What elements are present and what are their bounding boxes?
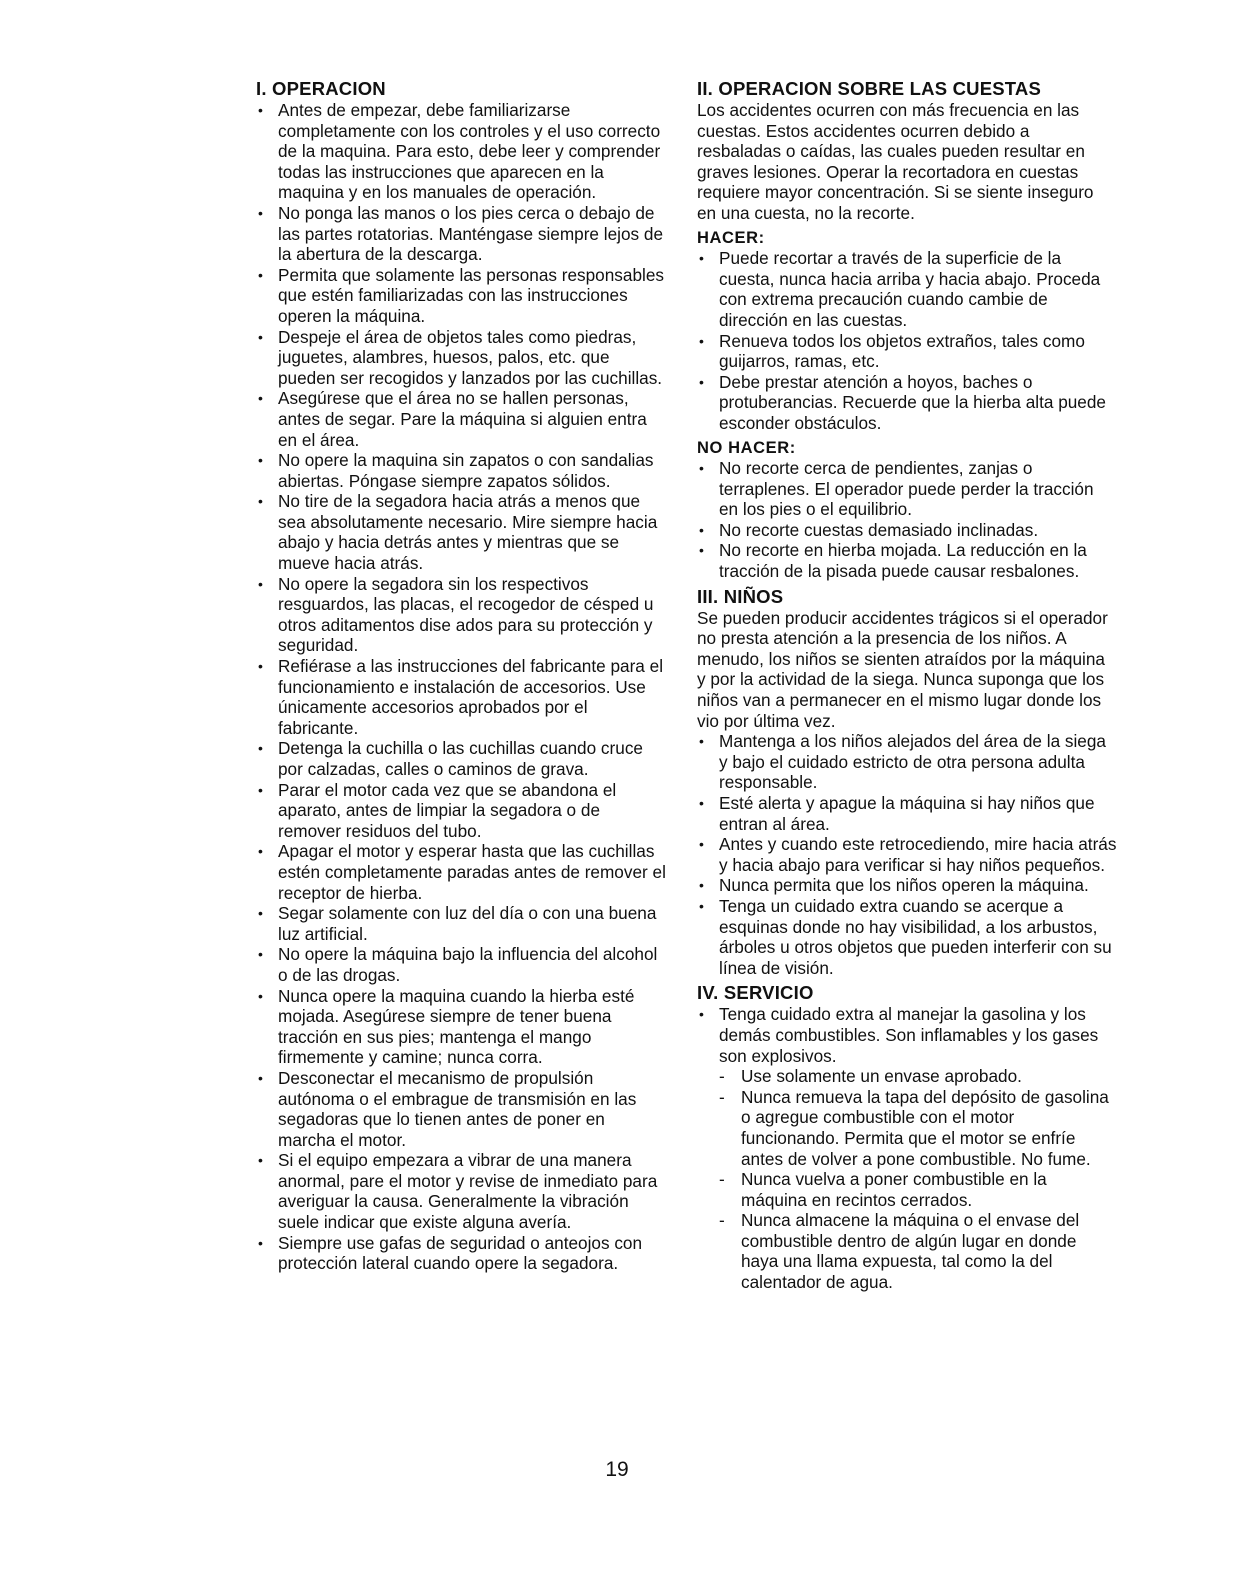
list-item: • No opere la maquina sin zapatos o con sandalias abiertas. Póngase siempre zapatos sólidos. [256,450,666,491]
section-title-cuestas: II. OPERACION SOBRE LAS CUESTAS [697,78,1042,99]
list-item: • No recorte cuestas demasiado inclinadas. [697,520,1117,541]
list-item: • Renueva todos los objetos extraños, tales como guijarros, ramas, etc. [697,331,1117,372]
right-column [697,78,1117,1293]
hacer-list [697,248,1117,433]
section-title-operacion: I. OPERACION [256,78,386,99]
list-item: • No recorte en hierba mojada. La reducción en la tracción de la pisada puede causar resbalones. [697,540,1117,581]
list-item: • Puede recortar a través de la superficie de la cuesta, nunca hacia arriba y hacia abajo. Proceda con extrema precaución cuando cambie de dirección en las cuestas. [697,248,1117,330]
list-item: • Detenga la cuchilla o las cuchillas cuando cruce por calzadas, calles o caminos de grava. [256,738,666,779]
ninos-list [697,731,1117,978]
servicio-list [697,1004,1117,1066]
list-item: • Antes y cuando este retrocediendo, mire hacia atrás y hacia abajo para verificar si hay niños pequeños. [697,834,1117,875]
list-item: - Nunca remueva la tapa del depósito de gasolina o agregue combustible con el motor funcionando. Permita que el motor se enfríe antes de volver a pone combustible. No fume. [697,1087,1117,1169]
list-item: • No tire de la segadora hacia atrás a menos que sea absolutamente necesario. Mire siempre hacia abajo y hacia detrás antes y mientras que se mueve hacia atrás. [256,491,666,573]
list-item: • Debe prestar atención a hoyos, baches o protuberancias. Recuerde que la hierba alta puede esconder obstáculos. [697,372,1117,434]
list-item: • Si el equipo empezara a vibrar de una manera anormal, pare el motor y revise de inmediato para averiguar la causa. Generalmente la vibración suele indicar que existe alguna avería. [256,1150,666,1232]
list-item: • Segar solamente con luz del día o con una buena luz artificial. [256,903,666,944]
list-item: • Apagar el motor y esperar hasta que las cuchillas estén completamente paradas antes de remover el receptor de hierba. [256,841,666,903]
list-item: • Desconectar el mecanismo de propulsión autónoma o el embrague de transmisión en las segadoras que lo tienen antes de poner en marcha el motor. [256,1068,666,1150]
list-item: • Antes de empezar, debe familiarizarse completamente con los controles y el uso correcto de la maquina. Para esto, debe leer y comprender todas las instrucciones que aparecen en la maquina y en los manuales de operación. [256,100,666,203]
list-item: • Nunca opere la maquina cuando la hierba esté mojada. Asegúrese siempre de tener buena tracción en sus pies; mantenga el mango firmemente y camine; nunca corra. [256,986,666,1068]
ninos-intro: Se pueden producir accidentes trágicos si el operador no presta atención a la presencia de los niños. A menudo, los niños se sienten atraídos por la máquina y por la actividad de la siega. Nunca suponga que los niños van a permanecer en el mismo lugar donde los vio por última vez. [697,607,1108,731]
list-item: • Despeje el área de objetos tales como piedras, juguetes, alambres, huesos, palos, etc. que pueden ser recogidos y lanzados por las cuchillas. [256,327,666,389]
list-item: • No opere la segadora sin los respectivos resguardos, las placas, el recogedor de césped u otros aditamentos dise ados para su protección y seguridad. [256,574,666,656]
list-item: • Asegúrese que el área no se hallen personas, antes de segar. Pare la máquina si alguien entra en el área. [256,388,666,450]
list-item: • Nunca permita que los niños operen la máquina. [697,875,1117,896]
list-item: • Permita que solamente las personas responsables que estén familiarizadas con las instrucciones operen la máquina. [256,265,666,327]
list-item: • Tenga un cuidado extra cuando se acerque a esquinas donde no hay visibilidad, a los arbustos, árboles u otros objetos que pueden interferir con su línea de visión. [697,896,1117,978]
servicio-dash-list [697,1066,1117,1293]
cuestas-intro: Los accidentes ocurren con más frecuencia en las cuestas. Estos accidentes ocurren debido a resbaladas o caídas, las cuales pueden resultar en graves lesiones. Operar la recortadora en cuestas requiere mayor concentración. Si se siente inseguro en una cuesta, no la recorte. [697,100,1094,223]
section-title-ninos: III. NIÑOS [697,585,784,607]
no-hacer-heading: NO HACER: [697,438,796,457]
list-item: • No ponga las manos o los pies cerca o debajo de las partes rotatorias. Manténgase siempre lejos de la abertura de la descarga. [256,203,666,265]
list-item: • No opere la máquina bajo la influencia del alcohol o de las drogas. [256,944,666,985]
list-item: - Nunca vuelva a poner combustible en la máquina en recintos cerrados. [697,1169,1117,1210]
list-item: • Parar el motor cada vez que se abandona el aparato, antes de limpiar la segadora o de remover residuos del tubo. [256,780,666,842]
list-item: - Nunca almacene la máquina o el envase del combustible dentro de algún lugar en donde haya una llama expuesta, tal como la del calentador de agua. [697,1210,1117,1292]
list-item: • Tenga cuidado extra al manejar la gasolina y los demás combustibles. Son inflamables y los gases son explosivos. [697,1004,1117,1066]
list-item: • Mantenga a los niños alejados del área de la siega y bajo el cuidado estricto de otra persona adulta responsable. [697,731,1117,793]
list-item: - Use solamente un envase aprobado. [697,1066,1117,1087]
left-column [256,78,666,1274]
list-item: • No recorte cerca de pendientes, zanjas o terraplenes. El operador puede perder la tracción en los pies o el equilibrio. [697,458,1117,520]
hacer-heading: HACER: [697,228,765,247]
section-title-servicio: IV. SERVICIO [697,982,814,1004]
list-item: • Refiérase a las instrucciones del fabricante para el funcionamiento e instalación de accesorios. Use únicamente accesorios aprobados por el fabricante. [256,656,666,738]
list-item: • Siempre use gafas de seguridad o anteojos con protección lateral cuando opere la segadora. [256,1233,666,1274]
operacion-list [256,100,666,1274]
no-hacer-list [697,458,1117,582]
list-item: • Esté alerta y apague la máquina si hay niños que entran al área. [697,793,1117,834]
page-number: 19 [605,1458,629,1481]
